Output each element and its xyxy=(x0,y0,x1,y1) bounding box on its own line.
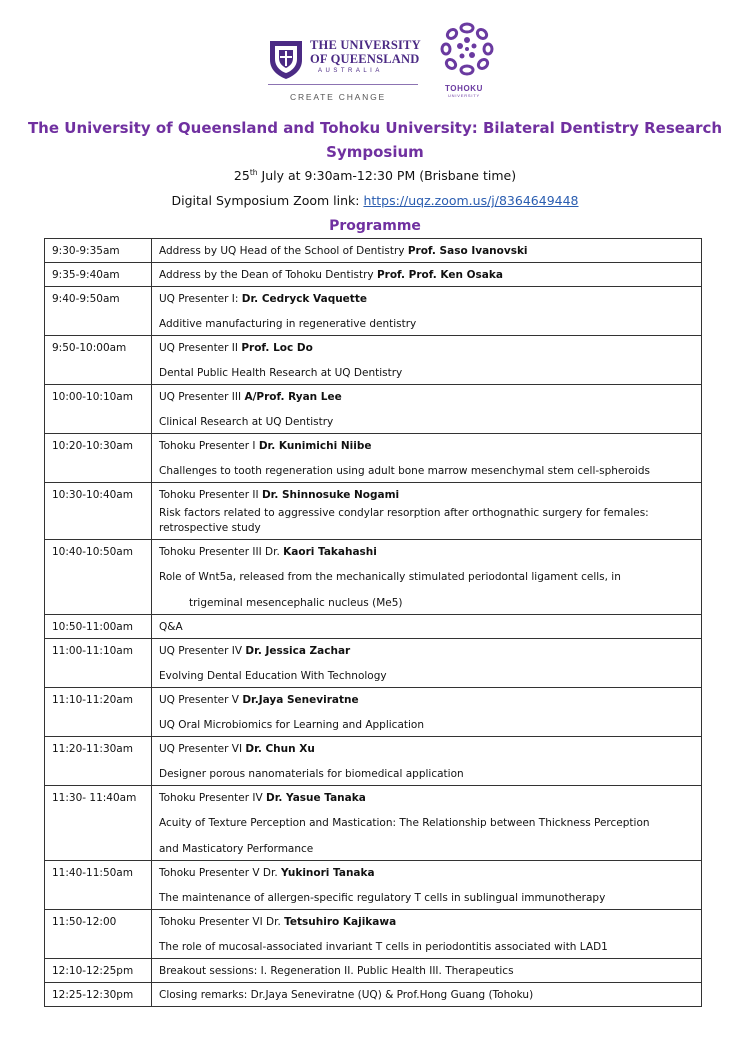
table-row xyxy=(45,959,702,983)
uq-country: AUSTRALIA xyxy=(318,68,383,74)
talk-title-cont: retrospective study xyxy=(159,522,261,534)
table-row xyxy=(45,483,702,540)
session-cell xyxy=(152,983,702,1007)
session-role: Address by the Dean of Tohoku Dentistry xyxy=(159,269,377,281)
talk-title: UQ Oral Microbiomics for Learning and Application xyxy=(159,719,425,731)
session-cell xyxy=(152,639,702,688)
table-row xyxy=(45,861,702,910)
session-role: Breakout sessions: I. Regeneration II. Public Health III. Therapeutics xyxy=(159,965,514,977)
table-row xyxy=(45,737,702,786)
session-line xyxy=(159,693,694,707)
uq-crest-icon xyxy=(266,38,306,80)
session-cell xyxy=(152,688,702,737)
time-cell: 11:20-11:30am xyxy=(45,737,152,786)
uq-tagline: CREATE CHANGE xyxy=(290,92,386,102)
talk-title: Clinical Research at UQ Dentistry xyxy=(159,416,334,428)
session-line xyxy=(159,620,694,634)
session-role: Tohoku Presenter V Dr. xyxy=(159,867,282,879)
session-cell xyxy=(152,540,702,615)
session-role: Tohoku Presenter III Dr. xyxy=(159,546,284,558)
session-line xyxy=(159,742,694,756)
session-role: Address by UQ Head of the School of Dentistry xyxy=(159,245,408,257)
zoom-label: Digital Symposium Zoom link: xyxy=(171,193,364,208)
presenter-name: Dr. Jessica Zachar xyxy=(245,645,351,657)
table-row xyxy=(45,639,702,688)
tohoku-name: TOHOKU xyxy=(444,84,484,93)
presenter-name: Yukinori Tanaka xyxy=(281,867,375,879)
time-cell: 11:10-11:20am xyxy=(45,688,152,737)
session-line xyxy=(159,644,694,658)
presenter-name: Dr. Kunimichi Niibe xyxy=(258,440,372,452)
session-role: Tohoku Presenter I xyxy=(159,440,259,452)
event-date xyxy=(0,168,750,183)
time-cell: 10:50-11:00am xyxy=(45,615,152,639)
time-cell: 10:00-10:10am xyxy=(45,385,152,434)
talk-title-cont: and Masticatory Performance xyxy=(159,843,314,855)
date-suffix: th xyxy=(249,168,258,177)
presenter-name: Tetsuhiro Kajikawa xyxy=(284,916,397,928)
uq-name-line2: OF QUEENSLAND xyxy=(310,52,420,66)
presenter-name: Dr. Cedryck Vaquette xyxy=(241,293,367,305)
session-cell xyxy=(152,861,702,910)
session-cell xyxy=(152,385,702,434)
presenter-name: Dr.Jaya Seneviratne xyxy=(242,694,359,706)
talk-title: Additive manufacturing in regenerative dentistry xyxy=(159,318,417,330)
time-cell: 11:40-11:50am xyxy=(45,861,152,910)
table-row xyxy=(45,336,702,385)
talk-title: Challenges to tooth regeneration using adult bone marrow mesenchymal stem cell-spheroids xyxy=(159,465,650,477)
session-line xyxy=(159,915,694,929)
presenter-name: A/Prof. Ryan Lee xyxy=(244,391,342,403)
presenter-name: Prof. Loc Do xyxy=(241,342,313,354)
date-rest: July at 9:30am-12:30 PM (Brisbane time) xyxy=(257,168,517,184)
talk-title: Acuity of Texture Perception and Mastication: The Relationship between Thickness Perception xyxy=(159,817,650,829)
session-role: UQ Presenter II xyxy=(159,342,242,354)
session-cell xyxy=(152,239,702,263)
session-line xyxy=(159,390,694,404)
time-cell: 11:50-12:00 xyxy=(45,910,152,959)
talk-title: Risk factors related to aggressive condylar resorption after orthognathic surgery for females: xyxy=(159,507,649,519)
session-role: Tohoku Presenter II xyxy=(159,489,262,501)
talk-title: The maintenance of allergen-specific regulatory T cells in sublingual immunotherapy xyxy=(159,892,606,904)
session-role: Q&A xyxy=(159,621,183,633)
session-role: UQ Presenter IV xyxy=(159,645,246,657)
table-row xyxy=(45,540,702,615)
time-cell: 10:20-10:30am xyxy=(45,434,152,483)
session-cell xyxy=(152,263,702,287)
session-role: Tohoku Presenter IV xyxy=(159,792,267,804)
programme-table xyxy=(44,238,702,1007)
talk-title: Dental Public Health Research at UQ Dentistry xyxy=(159,367,403,379)
session-line xyxy=(159,439,694,453)
presenter-name: Dr. Yasue Tanaka xyxy=(266,792,366,804)
zoom-link[interactable]: https://uqz.zoom.us/j/8364649448 xyxy=(363,193,579,208)
presenter-name: Dr. Shinnosuke Nogami xyxy=(261,489,400,501)
time-cell: 12:10-12:25pm xyxy=(45,959,152,983)
session-line xyxy=(159,292,694,306)
table-row xyxy=(45,615,702,639)
session-cell xyxy=(152,287,702,336)
talk-title-cont: trigeminal mesencephalic nucleus (Me5) xyxy=(189,597,403,609)
session-role: UQ Presenter I: xyxy=(159,293,242,305)
session-cell xyxy=(152,336,702,385)
presenter-name: Prof. Saso Ivanovski xyxy=(407,245,528,257)
table-row xyxy=(45,688,702,737)
session-role: Closing remarks: Dr.Jaya Seneviratne (UQ) & Prof.Hong Guang (Tohoku) xyxy=(159,989,534,1001)
time-cell: 10:30-10:40am xyxy=(45,483,152,540)
talk-title: Evolving Dental Education With Technology xyxy=(159,670,387,682)
date-day: 25 xyxy=(233,168,250,184)
session-line xyxy=(159,341,694,355)
talk-title: Role of Wnt5a, released from the mechanically stimulated periodontal ligament cells, in xyxy=(159,571,621,583)
time-cell: 11:00-11:10am xyxy=(45,639,152,688)
talk-title: Designer porous nanomaterials for biomedical application xyxy=(159,768,464,780)
time-cell: 11:30- 11:40am xyxy=(45,786,152,861)
table-row xyxy=(45,983,702,1007)
time-cell: 10:40-10:50am xyxy=(45,540,152,615)
uq-wordmark xyxy=(310,38,421,74)
tohoku-sub: UNIVERSITY xyxy=(447,93,480,98)
session-cell xyxy=(152,434,702,483)
session-role: UQ Presenter III xyxy=(159,391,245,403)
uq-divider xyxy=(268,84,418,85)
session-cell xyxy=(152,786,702,861)
tohoku-wordmark xyxy=(440,84,488,98)
talk-title: The role of mucosal-associated invariant T cells in periodontitis associated with LAD1 xyxy=(159,941,608,953)
session-line xyxy=(159,268,694,282)
session-cell xyxy=(152,910,702,959)
zoom-line xyxy=(0,193,750,208)
session-line xyxy=(159,545,694,559)
presenter-name: Kaori Takahashi xyxy=(283,546,377,558)
session-line xyxy=(159,964,694,978)
uq-name-line1: THE UNIVERSITY xyxy=(310,38,421,52)
table-row xyxy=(45,385,702,434)
table-row xyxy=(45,434,702,483)
session-cell xyxy=(152,737,702,786)
time-cell: 9:40-9:50am xyxy=(45,287,152,336)
presenter-name: Dr. Chun Xu xyxy=(245,743,315,755)
time-cell: 9:30-9:35am xyxy=(45,239,152,263)
time-cell: 9:35-9:40am xyxy=(45,263,152,287)
session-cell xyxy=(152,483,702,540)
session-line xyxy=(159,488,694,502)
session-line xyxy=(159,244,694,258)
session-cell xyxy=(152,959,702,983)
session-line xyxy=(159,988,694,1002)
table-row xyxy=(45,263,702,287)
session-line xyxy=(159,791,694,805)
presenter-name: Prof. Prof. Ken Osaka xyxy=(376,269,503,281)
table-row xyxy=(45,239,702,263)
session-role: Tohoku Presenter VI Dr. xyxy=(159,916,285,928)
programme-heading: Programme xyxy=(329,218,421,234)
table-row xyxy=(45,287,702,336)
table-row xyxy=(45,910,702,959)
session-role: UQ Presenter V xyxy=(159,694,243,706)
table-row xyxy=(45,786,702,861)
session-line xyxy=(159,866,694,880)
page-title: The University of Queensland and Tohoku University: Bilateral Dentistry Research Symposium xyxy=(27,119,723,161)
tohoku-emblem-icon xyxy=(438,20,496,82)
time-cell: 9:50-10:00am xyxy=(45,336,152,385)
logo-banner xyxy=(262,20,512,105)
session-role: UQ Presenter VI xyxy=(159,743,246,755)
time-cell: 12:25-12:30pm xyxy=(45,983,152,1007)
session-cell xyxy=(152,615,702,639)
